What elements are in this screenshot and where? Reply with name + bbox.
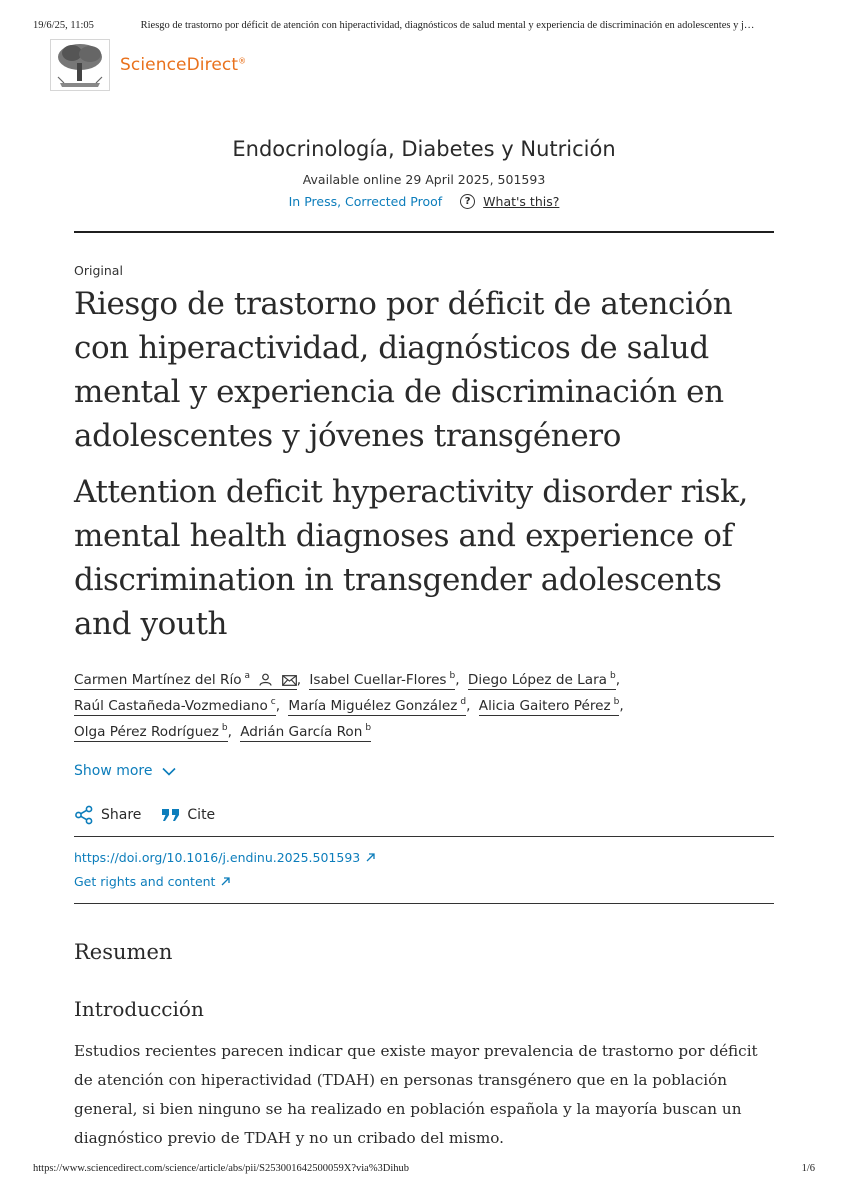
cite-button[interactable] — [161, 807, 215, 823]
header-divider — [74, 231, 774, 233]
rights-link[interactable] — [74, 874, 230, 889]
person-icon — [259, 673, 272, 686]
section-heading-resumen: Resumen — [74, 940, 173, 964]
author-link[interactable]: Adrián García Ron $^b$ — [240, 720, 371, 742]
whats-this-label: What's this? — [483, 194, 560, 209]
brand-name: ScienceDirect® — [120, 55, 247, 75]
question-circle-icon: ? — [460, 194, 475, 209]
article-status — [0, 194, 848, 209]
journal-title[interactable]: Endocrinología, Diabetes y Nutrición — [232, 137, 616, 161]
quote-icon — [161, 807, 180, 823]
doi-link-label: https://doi.org/10.1016/j.endinu.2025.501593 — [74, 850, 361, 865]
external-link-icon — [221, 877, 230, 886]
article-type: Original — [74, 263, 123, 278]
section-heading-introduccion: Introducción — [74, 997, 204, 1021]
actions-divider — [74, 836, 774, 837]
print-page-number: 1/6 — [801, 1163, 815, 1174]
print-page-title: Riesgo de trastorno por déficit de atención con hiperactividad, diagnósticos de salud mental y experiencia de discriminación en adolescentes y j… — [140, 20, 755, 31]
article-title-spanish: Riesgo de trastorno por déficit de atención con hiperactividad, diagnósticos de salud mental y experiencia de discriminación en adolescentes y jóvenes transgénero — [74, 286, 733, 454]
print-datetime: 19/6/25, 11:05 — [33, 20, 94, 31]
sciencedirect-logo[interactable] — [50, 40, 246, 90]
print-footer — [33, 1163, 815, 1174]
print-url: https://www.sciencedirect.com/science/article/abs/pii/S253001642500059X?via%3Dihub — [33, 1163, 410, 1174]
show-more-button[interactable] — [74, 763, 176, 779]
rights-link-label: Get rights and content — [74, 874, 216, 889]
elsevier-tree-icon — [50, 39, 110, 91]
links-divider — [74, 903, 774, 904]
author-link[interactable]: Isabel Cuellar-Flores $^b$ — [309, 668, 455, 690]
doi-link[interactable] — [74, 850, 375, 865]
share-label: Share — [101, 807, 142, 823]
author-link[interactable]: Diego López de Lara $^b$ — [468, 668, 616, 690]
author-link[interactable]: Alicia Gaitero Pérez $^b$ — [479, 694, 620, 716]
whats-this-button[interactable] — [460, 194, 559, 209]
envelope-icon — [282, 675, 297, 686]
article-actions — [74, 805, 235, 825]
share-icon — [74, 805, 94, 825]
author-link[interactable]: Raúl Castañeda-Vozmediano $^c$ — [74, 694, 276, 716]
author-list: Carmen Martínez del Río $^a$ , Isabel Cuellar-Flores $^b$, Diego López de Lara $^b$, Raúl Castañeda-Vozmediano $^c$, María Miguélez González $^d$, Alicia Gaitero Pérez $^b$, Olga Pérez Rodríguez $^b$, Adrián García Ron $^b$ — [74, 667, 774, 745]
cite-label: Cite — [187, 807, 216, 823]
chevron-down-icon — [162, 767, 176, 776]
article-title-english: Attention deficit hyperactivity disorder risk, mental health diagnoses and experience of discrimination in transgender adolescents and youth — [74, 474, 748, 642]
print-header — [33, 20, 815, 31]
author-link[interactable]: Olga Pérez Rodríguez $^b$ — [74, 720, 228, 742]
author-link[interactable]: Carmen Martínez del Río $^a$ — [74, 668, 297, 690]
external-link-icon — [366, 853, 375, 862]
availability-info: Available online 29 April 2025, 501593 — [302, 172, 546, 187]
show-more-label: Show more — [74, 763, 153, 779]
author-link[interactable]: María Miguélez González $^d$ — [288, 694, 466, 716]
in-press-link[interactable]: In Press, Corrected Proof — [288, 194, 443, 209]
share-button[interactable] — [74, 805, 141, 825]
abstract-paragraph: Estudios recientes parecen indicar que existe mayor prevalencia de trastorno por déficit de atención con hiperactividad (TDAH) en personas transgénero que en la población general, si bien ninguno se ha realizado en población española y la mayoría buscan un diagnóstico previo de TDAH y no un cribado del mismo. — [74, 1042, 758, 1147]
